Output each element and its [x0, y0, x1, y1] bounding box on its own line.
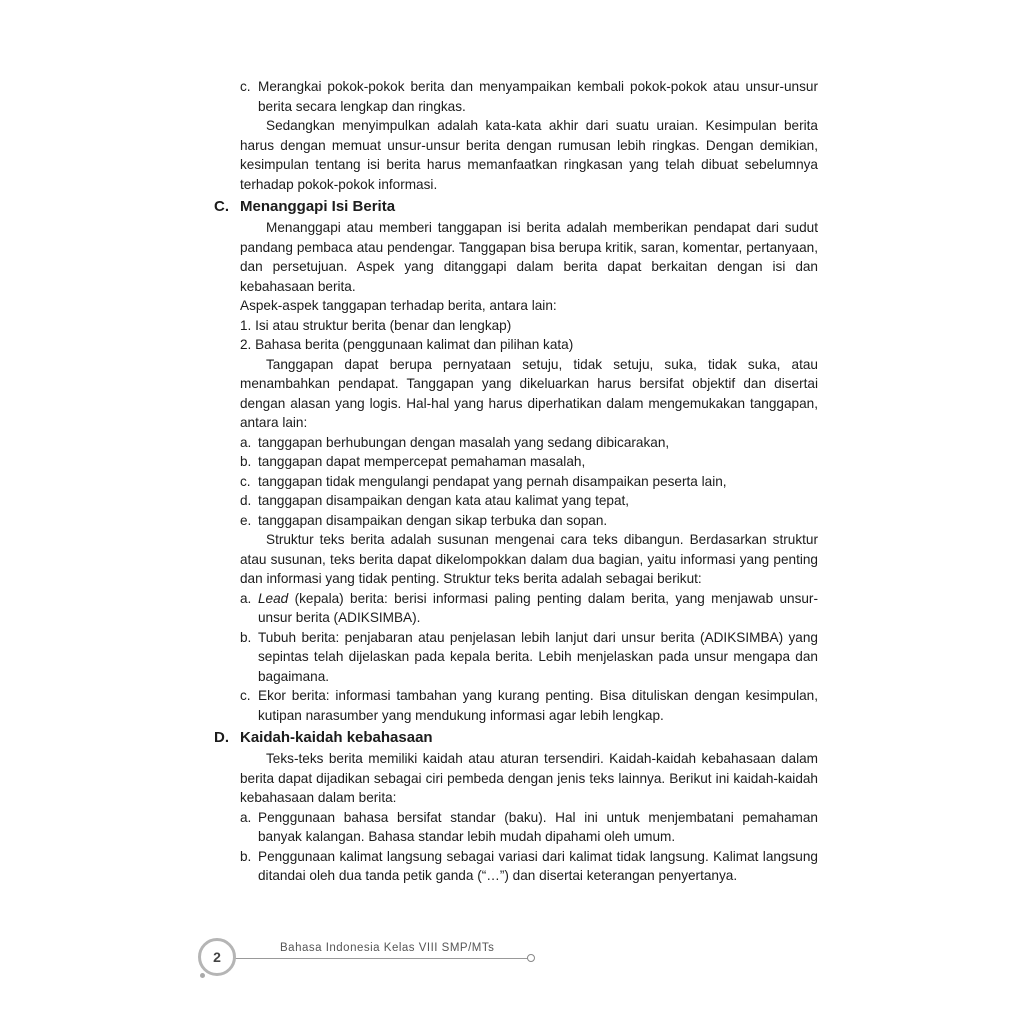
list-item — [240, 77, 818, 116]
list-item-text: Ekor berita: informasi tambahan yang kurang penting. Bisa dituliskan dengan kesimpulan, kutipan narasumber yang mendukung informasi agar lebih lengkap. — [258, 688, 818, 723]
section-letter: C. — [214, 198, 229, 215]
list-item — [240, 686, 818, 725]
list-item-label: c. — [240, 688, 251, 703]
list-item-label: b. — [240, 454, 252, 469]
list-item-text: tanggapan tidak mengulangi pendapat yang pernah disampaikan peserta lain, — [258, 473, 727, 489]
paragraph-kesimpulan: Sedangkan menyimpulkan adalah kata-kata akhir dari suatu uraian. Kesimpulan berita harus dengan memuat unsur-unsur berita dengan rumusan lebih ringkas. Dengan demikian, kesimpulan tentang isi berita harus memanfaatkan ringkasan yang telah dibuat sebelumnya terhadap pokok-pokok informasi. — [240, 118, 818, 192]
list-item-text: Tubuh berita: penjabaran atau penjelasan lebih lanjut dari unsur berita (ADIKSIMBA) yang sepintas telah dijelaskan pada kepala berita. Lebih menjelaskan pada unsur mengapa dan bagaimana. — [258, 629, 818, 684]
list-item-label: e. — [240, 512, 252, 528]
list-item-text: Penggunaan bahasa bersifat standar (baku). Hal ini untuk menjembatani pemahaman banyak kalangan. Bahasa standar lebih mudah dipahami oleh umum. — [258, 809, 818, 844]
list-item-label: b. — [240, 848, 252, 864]
page-number: 2 — [213, 949, 221, 965]
paragraph-d1: Teks-teks berita memiliki kaidah atau aturan tersendiri. Kaidah-kaidah kebahasaan dalam berita dapat dijadikan sebagai ciri pembeda dengan jenis teks lainnya. Berikut ini kaidah-kaidah kebahasaan dalam berita: — [240, 751, 818, 805]
footer-rule — [232, 958, 530, 959]
section-title: Kaidah-kaidah kebahasaan — [240, 729, 433, 746]
list-item-text: Penggunaan kalimat langsung sebagai variasi dari kalimat tidak langsung. Kalimat langsung ditandai oleh dua tanda petik ganda (“…”) dan disertai keterangan penyertanya. — [258, 848, 818, 883]
list-item — [240, 452, 818, 472]
list-item — [240, 491, 818, 511]
italic-term: Lead — [258, 590, 289, 606]
aspek-item-2: 2. Bahasa berita (penggunaan kalimat dan pilihan kata) — [240, 337, 574, 352]
badge-dot — [200, 973, 205, 978]
section-letter: D. — [214, 729, 229, 746]
list-item-label: a. — [240, 590, 252, 606]
book-title: Bahasa Indonesia Kelas VIII SMP/MTs — [280, 942, 495, 954]
list-item-label: a. — [240, 809, 252, 825]
list-item — [240, 433, 818, 453]
list-item — [240, 589, 818, 628]
list-item — [240, 847, 818, 886]
list-item-label: c. — [240, 473, 251, 489]
page-body — [214, 77, 818, 886]
list-item-label: b. — [240, 629, 252, 645]
list-item — [240, 511, 818, 531]
list-item-label: a. — [240, 434, 252, 450]
list-item — [240, 628, 818, 687]
list-item-label: c. — [240, 79, 251, 94]
list-item-text: tanggapan dapat mempercepat pemahaman masalah, — [258, 454, 586, 469]
section-title: Menanggapi Isi Berita — [240, 198, 396, 215]
paragraph-c3: Struktur teks berita adalah susunan mengenai cara teks dibangun. Berdasarkan struktur atau susunan, teks berita dapat dikelompokkan dalam dua bagian, yaitu informasi yang penting dan informasi yang tidak penting. Struktur teks berita adalah sebagai berikut: — [240, 532, 818, 586]
list-item-text: tanggapan disampaikan dengan kata atau kalimat yang tepat, — [258, 493, 630, 508]
list-item-text: tanggapan disampaikan dengan sikap terbuka dan sopan. — [258, 512, 608, 528]
list-item — [240, 472, 818, 492]
list-item — [240, 808, 818, 847]
list-item-body: (kepala) berita: berisi informasi paling penting dalam berita, yang menjawab unsur-unsur berita (ADIKSIMBA). — [258, 590, 818, 625]
section-heading-d — [214, 727, 818, 749]
list-item-text — [258, 589, 818, 628]
list-item-text: tanggapan berhubungan dengan masalah yang sedang dibicarakan, — [258, 434, 670, 450]
footer-end-dot — [527, 954, 535, 962]
list-item-label: d. — [240, 493, 252, 508]
list-item-text: Merangkai pokok-pokok berita dan menyampaikan kembali pokok-pokok atau unsur-unsur berita secara lengkap dan ringkas. — [258, 79, 818, 114]
paragraph-c2: Tanggapan dapat berupa pernyataan setuju, tidak setuju, suka, tidak suka, atau menambahkan pendapat. Tanggapan yang dikeluarkan harus bersifat objektif dan disertai dengan alasan yang logis. Hal-hal yang harus diperhatikan dalam mengemukakan tanggapan, antara lain: — [240, 356, 818, 430]
aspek-intro: Aspek-aspek tanggapan terhadap berita, antara lain: — [240, 298, 557, 313]
page-footer — [196, 936, 540, 984]
aspek-item-1: 1. Isi atau struktur berita (benar dan lengkap) — [240, 317, 512, 333]
section-heading-c — [214, 196, 818, 218]
paragraph-c1: Menanggapi atau memberi tanggapan isi berita adalah memberikan pendapat dari sudut pandang pembaca atau pendengar. Tanggapan bisa berupa kritik, saran, komentar, pertanyaan, dan persetujuan. Aspek yang ditanggapi dalam berita dapat berkaitan dengan isi dan kebahasaan berita. — [240, 220, 818, 294]
